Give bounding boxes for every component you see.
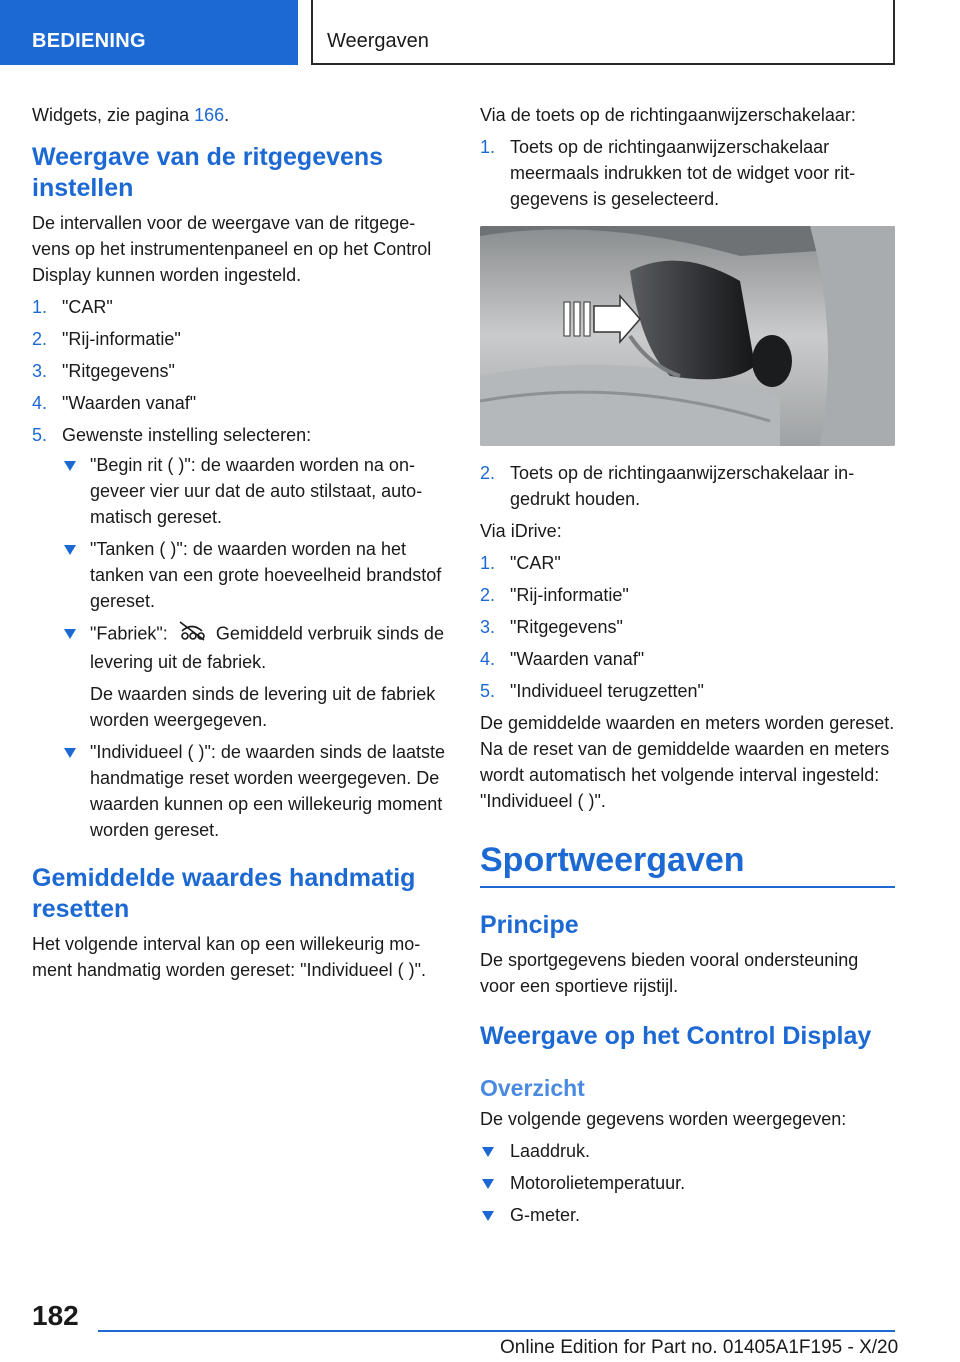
paragraph-overzicht: De volgende gegevens worden weergegeven:	[480, 1109, 847, 1129]
triangle-bullet-icon	[482, 1211, 494, 1221]
list-item: 2. "Rij-informatie"	[32, 329, 181, 349]
paragraph-after-reset: De gemiddelde waarden en meters worden gereset. Na de reset van de gemiddelde waarden en meters wordt automatisch het volgende interval ingesteld: "Individueel ( )".	[480, 713, 895, 811]
list-item: 3. "Ritgegevens"	[32, 361, 175, 381]
list-item: 4. "Waarden vanaf"	[480, 649, 645, 669]
triangle-bullet-icon	[64, 748, 76, 758]
list-item: 2. Toets op de richtingaanwijzerschakelaar ingedrukt houden.	[480, 463, 855, 509]
paragraph-toets: Via de toets op de richtingaanwijzerschakelaar:	[480, 105, 856, 125]
header-section: BEDIENING	[0, 0, 298, 65]
paragraph-reset: Het volgende interval kan op een willekeurig moment handmatig worden gereset: "Individueel ( )".	[32, 934, 426, 980]
list-item: Laaddruk.	[480, 1138, 895, 1164]
list-item: 1. Toets op de richtingaanwijzerschakelaar meermaals indrukken tot de widget voor ritgegevens is geselecteerd.	[480, 137, 856, 209]
header-chapter: Weergaven	[311, 0, 895, 65]
sub-bullet-item: "Begin rit ( )": de waarden worden na ongeveer vier uur dat de auto stilstaat, automatisch gereset.	[62, 452, 447, 530]
page-number: 182	[32, 1300, 79, 1331]
heading-ritgegevens: Weergave van de ritgegevens instellen	[32, 143, 384, 202]
triangle-bullet-icon	[64, 545, 76, 555]
list-item: Motorolietemperatuur.	[480, 1170, 895, 1196]
sub-bullet-item: "Fabriek": Gemiddeld verbruik sinds de levering uit de fabriek. De waarden sinds de levering uit de fabriek worden weergegeven.	[62, 620, 447, 733]
factory-consumption-icon	[177, 620, 207, 649]
page-link-166[interactable]: 166	[194, 105, 225, 125]
list-item: 5. Gewenste instelling selecteren: "Begin rit ( )": de waarden worden na ongeveer vier uur dat de auto stilstaat, automatisch gereset. "Tanken ( )": de waarden worden na het tanken van een grote hoeveelheid brandstof gereset. "Fabriek": Gemiddeld verbruik sinds de levering uit de fabriek. De waarden sinds de levering uit de fabriek worden weergegeven. "Individueel ( )": de waarden sinds de laatste handmatige reset worden weergegeven. De waarden kunnen op een willekeurig moment worden gereset.	[32, 422, 447, 843]
list-item: 3. "Ritgegevens"	[480, 617, 623, 637]
bullet-list-sport	[480, 1138, 895, 1228]
steps-list-left	[32, 294, 447, 843]
left-column	[32, 102, 447, 989]
steps-toets-1	[480, 134, 895, 212]
triangle-bullet-icon	[64, 629, 76, 639]
triangle-bullet-icon	[64, 461, 76, 471]
list-item: 1. "CAR"	[32, 297, 113, 317]
footer-divider	[98, 1330, 895, 1332]
triangle-bullet-icon	[482, 1147, 494, 1157]
paragraph-principe: De sportgegevens bieden vooral ondersteuning voor een sportieve rijstijl.	[480, 950, 859, 996]
fabriek-note: De waarden sinds de levering uit de fabriek worden weergegeven.	[90, 684, 436, 730]
turn-signal-stalk-image	[480, 226, 895, 446]
intro-paragraph: Widgets, zie pagina 166.	[32, 105, 230, 125]
heading-control-display: Weergave op het Control Display	[480, 1022, 872, 1050]
footer-edition: Online Edition for Part no. 01405A1F195 - X/20	[500, 1337, 899, 1358]
sub-bullet-item: "Individueel ( )": de waarden sinds de laatste handmatige reset worden weergegeven. De waarden kunnen op een willekeurig moment worden gereset.	[62, 739, 447, 843]
list-item: 2. "Rij-informatie"	[480, 585, 629, 605]
list-item: 5. "Individueel terugzetten"	[480, 681, 704, 701]
list-item: G-meter.	[480, 1202, 895, 1228]
triangle-bullet-icon	[482, 1179, 494, 1189]
steps-list-right	[480, 550, 895, 704]
heading-overzicht: Overzicht	[480, 1075, 585, 1101]
list-item: 1. "CAR"	[480, 553, 561, 573]
heading-reset: Gemiddelde waardes handmatig resetten	[32, 864, 416, 923]
sub-bullet-list	[62, 452, 447, 843]
paragraph-ritgegevens: De intervallen voor de weergave van de ritgegevens op het instrumentenpaneel en op het Control Display kunnen worden ingesteld.	[32, 213, 432, 285]
right-column	[480, 102, 895, 1234]
sub-bullet-item: "Tanken ( )": de waarden worden na het tanken van een grote hoeveelheid brandstof gereset.	[62, 536, 447, 614]
heading-principe: Principe	[480, 911, 579, 939]
steps-toets-2	[480, 460, 895, 512]
paragraph-idrive: Via iDrive:	[480, 521, 562, 541]
list-item: 4. "Waarden vanaf"	[32, 393, 197, 413]
heading-sportweergaven: Sportweergaven	[480, 840, 895, 888]
